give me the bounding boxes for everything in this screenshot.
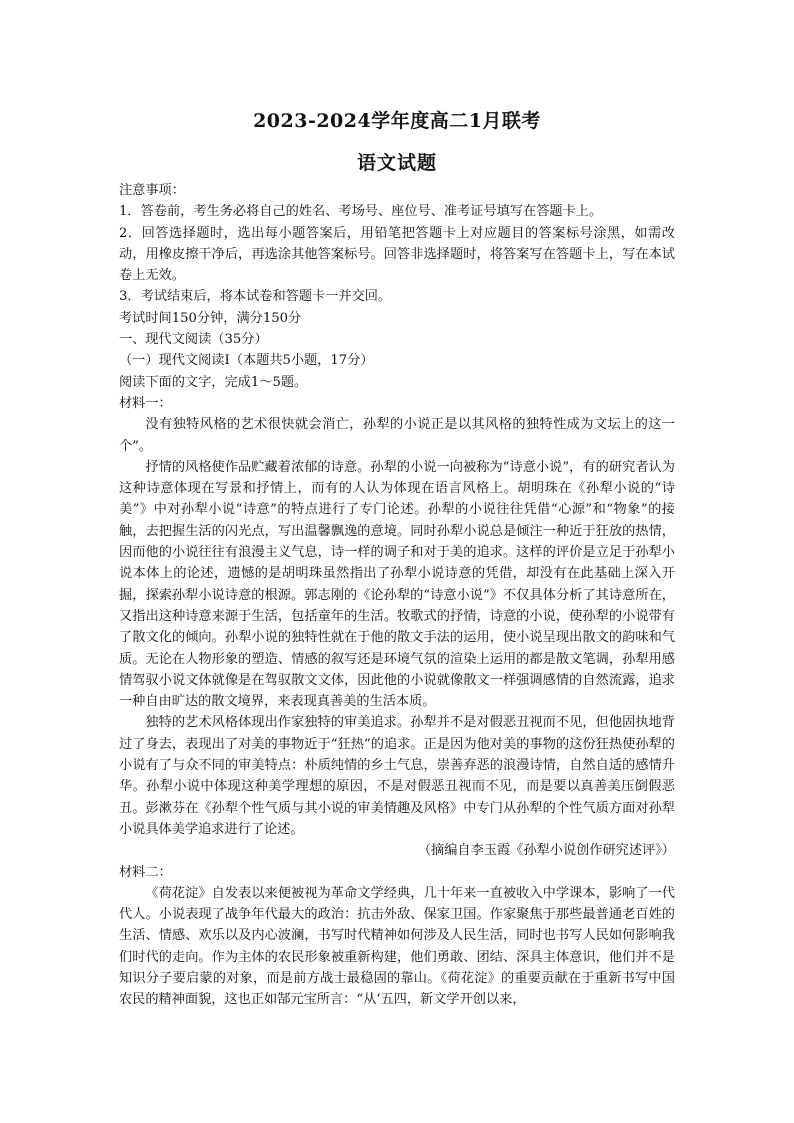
material-2-label: 材料二： <box>119 864 172 880</box>
notice-item-2: 2．回答选择题时，选出每小题答案后，用铅笔把答题卡上对应题目的答案标号涂黑，如需改动，用橡皮擦干净后，再选涂其他答案标号。回答非选择题时，将答案写在答题卡上，写在本试卷上无效。 <box>119 225 675 284</box>
exam-body <box>119 180 675 1011</box>
material-1-label: 材料一： <box>119 395 172 411</box>
notice-item-1: 1．答卷前，考生务必将自己的姓名、考场号、座位号、准考证号填写在答题卡上。 <box>119 204 603 220</box>
material-1-paragraph-3: 独特的艺术风格体现出作家独特的审美追求。孙犁并不是对假恶丑视而不见，但他固执地背过了身去，表现出了对美的事物近于“狂热”的追求。正是因为他对美的事物的这份狂热使孙犁的小说有了与众不同的审美特点：朴质纯情的乡土气息，崇善弃恶的浪漫诗情，自然自适的感情升华。孙犁小说中体现这种美学理想的原因，不是对假恶丑视而不见，而是要以真善美压倒假恶丑。彭漱芬在《孙犁个性气质与其小说的审美情趣及风格》中专门从孙犁的个性气质方面对孙犁小说具体美学追求进行了论述。 <box>119 715 675 837</box>
section-heading: 一、现代文阅读（35分） <box>119 332 268 348</box>
notice-heading: 注意事项： <box>119 183 185 198</box>
material-2-paragraph-1: 《荷花淀》自发表以来便被视为革命文学经典，几十年来一直被收入中学课本，影响了一代代人。小说表现了战争年代最大的政治：抗击外敌、保家卫国。作家聚焦于那些最普通老百姓的生活、情感、欢乐以及内心波澜，书写时代精神如何涉及人民生活，同时也书写人民如何影响我们时代的走向。作为主体的农民形象被重新构建，他们勇敢、团结、深具主体意识，他们并不是知识分子要启蒙的对象，而是前方战士最稳固的靠山。《荷花淀》的重要贡献在于重新书写中国农民的精神面貌，这也正如郜元宝所言：“从‘五四，新文学开创以来， <box>119 885 675 1008</box>
reading-instruction: 阅读下面的文字，完成1～5题。 <box>119 374 308 390</box>
material-1-source: （摘编自李玉霞《孙犁小说创作研究述评》） <box>417 843 675 859</box>
exam-title: 2023-2024学年度高二1月联考 <box>253 110 541 132</box>
notice-item-3: 3．考试结束后，将本试卷和答题卡一并交回。 <box>119 289 392 305</box>
exam-time: 考试时间150分钟，满分150分 <box>119 310 302 326</box>
material-1-paragraph-1: 没有独特风格的艺术很快就会消亡，孙犁的小说正是以其风格的独特性成为文坛上的这一个”。 <box>119 417 675 454</box>
material-1-paragraph-2: 抒情的风格使作品贮藏着浓郁的诗意。孙犁的小说一向被称为“诗意小说”，有的研究者认为这种诗意体现在写景和抒情上，而有的人认为体现在语言风格上。胡明珠在《孙犁小说的“诗美”》中对孙犁小说“诗意”的特点进行了专门论述。孙犁的小说往往凭借“心源”和“物象”的接触，去把握生活的闪光点，写出温馨飘逸的意境。同时孙犁小说总是倾注一种近于狂放的热情，因而他的小说往往有浪漫主义气息，诗一样的调子和对于美的追求。这样的评价是立足于孙犁小说本体上的论述，遗憾的是胡明珠虽然指出了孙犁小说诗意的凭借，却没有在此基础上深入开掘，探索孙犁小说诗意的根源。郭志刚的《论孙犁的“诗意小说”》不仅具体分析了其诗意所在，又指出这种诗意来源于生活，包括童年的生活。牧歌式的抒情，诗意的小说，使孙犁的小说带有了散文化的倾向。孙犁小说的独特性就在于他的散文手法的运用，使小说呈现出散文的韵味和气质。无论在人物形象的塑造、情感的叙写还是环境气氛的渲染上运用的都是散文笔调，孙犁用感情驾驭小说文体就像是在驾驭散文文体，因此他的小说就像散文一样强调感情的自然流露，追求一种自由旷达的散文境界，来表现真善美的生活本质。 <box>119 459 675 710</box>
sub-section-heading: （一）现代文阅读Ⅰ（本题共5小题，17分） <box>119 353 374 369</box>
exam-subtitle: 语文试题 <box>356 152 437 174</box>
